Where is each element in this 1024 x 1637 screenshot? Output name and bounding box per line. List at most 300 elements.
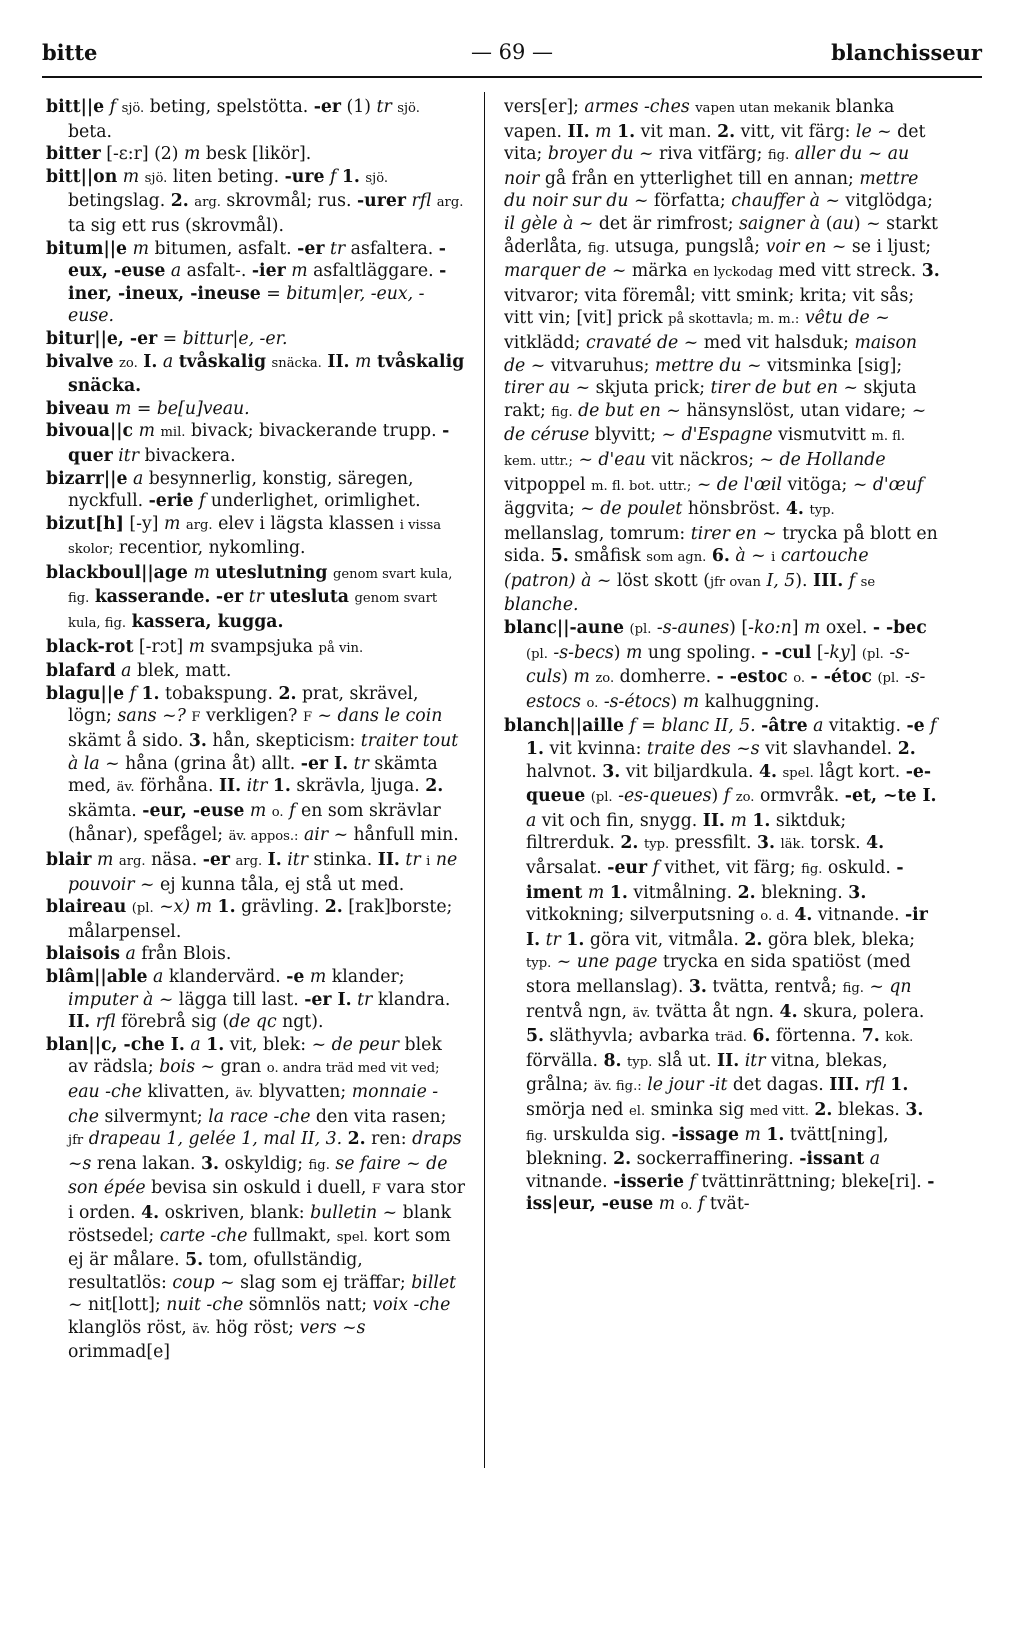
- dictionary-entry: [46, 943, 466, 966]
- headword: -isserie: [613, 1171, 684, 1192]
- text-run: oskuld.: [822, 858, 897, 878]
- italic-gloss: chauffer à ~: [731, 191, 840, 212]
- headword: bizarr||e: [46, 468, 128, 489]
- text-run: sockerraffinering.: [631, 1149, 800, 1170]
- text-run: smörja ned: [526, 1099, 629, 1120]
- label-abbrev: jfr: [68, 1133, 84, 1149]
- italic-gloss: dans le coin: [337, 706, 443, 727]
- headword: 1.: [609, 882, 628, 903]
- text-run: ): [711, 786, 724, 807]
- italic-gloss: a: [526, 810, 537, 831]
- text-run: skrovmål; rus.: [220, 191, 357, 212]
- text-run: [-rɔt]: [133, 636, 189, 657]
- headword: -er: [297, 238, 325, 259]
- text-run: vitt, vit färg:: [735, 121, 856, 142]
- italic-gloss: rfl: [865, 1075, 885, 1096]
- header-rule: [42, 76, 982, 78]
- italic-gloss: au: [832, 213, 854, 234]
- text-run: vitnande.: [812, 905, 905, 926]
- label-abbrev: zo.: [735, 790, 755, 806]
- italic-gloss: blanc II, 5.: [661, 716, 756, 737]
- headword: 2.: [744, 929, 763, 950]
- italic-gloss: imputer à ~: [68, 989, 174, 1010]
- text-run: vit biljardkula.: [620, 761, 759, 782]
- headword: blan||c, -che I.: [46, 1034, 185, 1055]
- italic-gloss: vêtu de ~: [804, 308, 890, 329]
- headword: blâm||able: [46, 966, 148, 987]
- headword: -er I.: [300, 753, 349, 774]
- headword: uteslutning: [215, 562, 328, 583]
- italic-gloss: ~ qn: [869, 976, 912, 997]
- dictionary-entry: [46, 351, 466, 398]
- label-abbrev: mil.: [160, 425, 186, 441]
- italic-gloss: voir en ~: [765, 236, 847, 257]
- headword: -e: [286, 966, 305, 987]
- text-run: halvnot.: [526, 761, 603, 782]
- headword: -er: [202, 850, 230, 870]
- label-abbrev: o. d.: [760, 909, 789, 925]
- italic-gloss: nuit -che: [166, 1295, 244, 1316]
- label-abbrev: med vitt.: [749, 1103, 809, 1119]
- text-run: klandra.: [372, 989, 451, 1010]
- label-abbrev: typ.: [809, 503, 835, 519]
- text-run: vara stor i orden.: [68, 1178, 466, 1223]
- text-run: med vit halsduk;: [698, 332, 855, 353]
- label-abbrev: vapen utan mekanik: [695, 101, 831, 116]
- text-run: näsa.: [145, 850, 203, 870]
- italic-gloss: tr: [357, 989, 373, 1010]
- text-run: blek av rädsla;: [68, 1034, 442, 1078]
- right-column: [504, 96, 940, 1617]
- italic-gloss: traite des ~s: [646, 739, 760, 760]
- italic-gloss: itr: [287, 850, 308, 870]
- text-run: bivackera.: [138, 445, 236, 466]
- text-run: blekas.: [832, 1099, 906, 1120]
- text-run: märka: [626, 261, 694, 282]
- dictionary-entry: [46, 420, 466, 467]
- text-run: se i ljust;: [846, 236, 932, 257]
- headword: II.: [218, 776, 242, 797]
- text-run: ).: [795, 570, 813, 591]
- label-abbrev: (pl.: [877, 671, 900, 687]
- text-run: vitna, blekas, grålna;: [526, 1050, 888, 1096]
- text-run: beta.: [68, 121, 113, 142]
- headword: 4.: [785, 499, 804, 520]
- headword: - -estoc: [716, 667, 788, 688]
- italic-gloss: m: [573, 667, 590, 688]
- text-run: recentior, nykomling.: [113, 538, 306, 559]
- text-run: ]: [849, 642, 862, 663]
- label-abbrev: läk.: [780, 837, 805, 853]
- text-run: (: [820, 213, 833, 234]
- text-run: vitsminka [sig];: [761, 355, 903, 376]
- text-run: hög röst;: [210, 1317, 300, 1338]
- label-abbrev: fig.: [308, 1157, 330, 1173]
- text-run: bevisa sin oskuld i duell,: [145, 1178, 372, 1199]
- headword: 1.: [141, 683, 160, 704]
- text-run: vers[er];: [504, 97, 585, 117]
- label-abbrev: F: [191, 710, 201, 726]
- text-run: gran: [215, 1057, 267, 1078]
- headword: -ure: [284, 166, 325, 187]
- italic-gloss: de but en ~: [578, 400, 681, 421]
- italic-gloss: vers ~s: [299, 1317, 366, 1338]
- headword: -issage: [671, 1124, 739, 1145]
- headword: 4.: [141, 1202, 160, 1223]
- italic-gloss: m: [682, 691, 700, 712]
- italic-gloss: tr: [376, 97, 392, 117]
- headword: -ir I.: [526, 905, 928, 950]
- label-abbrev: arg.: [185, 517, 213, 533]
- italic-gloss: tr: [248, 587, 264, 608]
- dictionary-entry: [504, 715, 940, 1217]
- text-run: blyvitt;: [589, 425, 662, 446]
- text-run: elev i lägsta klassen: [212, 513, 400, 534]
- label-abbrev: (pl.: [526, 646, 548, 662]
- dictionary-entry: [46, 468, 466, 513]
- dictionary-entry: [46, 562, 466, 636]
- italic-gloss: rfl: [95, 1012, 116, 1033]
- label-abbrev: o.: [271, 804, 284, 820]
- text-run: lägga till last.: [173, 989, 305, 1010]
- label-abbrev: spel.: [782, 765, 814, 781]
- label-abbrev: arg.: [436, 195, 464, 211]
- text-run: vismutvitt: [772, 425, 872, 446]
- headword: 8.: [603, 1050, 622, 1071]
- label-abbrev: sjö.: [144, 170, 168, 186]
- text-run: riva vitfärg;: [653, 144, 768, 165]
- headword: II.: [702, 810, 725, 831]
- text-run: skämta.: [68, 800, 143, 821]
- text-run: förtenna.: [770, 1026, 862, 1047]
- italic-gloss: le jour -it: [647, 1075, 728, 1096]
- headword: bitter: [46, 144, 101, 165]
- text-run: tvättinrättning; bleke[ri].: [695, 1171, 928, 1192]
- headword: utesluta: [269, 587, 350, 608]
- headword: tvåskalig: [178, 351, 267, 372]
- label-abbrev: typ.: [526, 956, 552, 972]
- italic-gloss: f: [689, 1171, 696, 1192]
- italic-gloss: m: [249, 800, 267, 821]
- italic-gloss: -s-culs: [526, 642, 910, 688]
- label-abbrev: genom svart kula, fig.: [68, 566, 453, 607]
- text-run: klanglös röst,: [68, 1317, 193, 1338]
- text-run: skjuta prick;: [590, 378, 711, 399]
- italic-gloss: se faire ~ de son épée: [68, 1153, 448, 1199]
- text-run: göra blek, bleka;: [762, 929, 916, 950]
- italic-gloss: rfl: [411, 191, 432, 212]
- italic-gloss: f: [848, 570, 856, 591]
- italic-gloss: f: [723, 786, 731, 807]
- text-run: med vitt streck.: [772, 261, 922, 282]
- italic-gloss: a: [813, 716, 824, 737]
- text-run: [-ɛ:r] (2): [100, 144, 185, 165]
- text-run: vit kvinna:: [544, 739, 647, 760]
- headword: -e-queue: [526, 761, 932, 807]
- label-abbrev: genom svart kula, fig.: [68, 591, 438, 632]
- text-run: grävling.: [235, 897, 325, 918]
- headword: blagu||e: [46, 683, 125, 704]
- italic-gloss: tr: [329, 238, 346, 259]
- text-run: skämt å sido.: [68, 731, 189, 752]
- italic-gloss: cravaté de ~: [585, 332, 699, 353]
- text-run: siktduk; filtrerduk.: [526, 810, 847, 854]
- text-run: slag som ej träffar;: [234, 1272, 412, 1293]
- text-run: urskulda sig.: [547, 1124, 672, 1145]
- text-run: blek, matt.: [131, 661, 232, 682]
- text-run: fullmakt,: [247, 1225, 337, 1246]
- italic-gloss: sans ~?: [117, 706, 186, 727]
- headword: 1.: [206, 1034, 225, 1055]
- text-run: vit man.: [635, 121, 718, 142]
- text-run: trycka en sida spatiöst (med stora mellanslag).: [526, 952, 911, 997]
- text-run: skämta med,: [68, 753, 438, 797]
- italic-gloss: coup ~: [172, 1272, 235, 1293]
- italic-gloss: cartouche (patron) à ~: [504, 546, 869, 591]
- italic-gloss: ~ de peur: [311, 1034, 400, 1055]
- headword: -er: [313, 97, 342, 117]
- text-run: vit och fin, snygg.: [536, 810, 703, 831]
- italic-gloss: m: [193, 562, 210, 583]
- headword: 2.: [613, 1149, 632, 1170]
- headword: 2.: [324, 897, 343, 918]
- italic-gloss: a: [121, 661, 132, 682]
- headword: -iment: [526, 858, 904, 903]
- text-run: hån, skepticism:: [206, 731, 361, 752]
- label-abbrev: spel.: [336, 1229, 368, 1245]
- text-run: blanka vapen.: [504, 97, 895, 142]
- italic-gloss: ~ d'œuf: [852, 474, 924, 495]
- text-run: klivatten,: [142, 1081, 236, 1102]
- label-abbrev: fig.: [801, 862, 823, 877]
- italic-gloss: -s-étocs: [603, 691, 671, 712]
- italic-gloss: traiter tout à la ~: [68, 731, 459, 774]
- text-run: oskriven, blank:: [159, 1202, 311, 1223]
- text-run: sminka sig: [645, 1099, 750, 1120]
- text-run: blekning.: [755, 882, 849, 903]
- italic-gloss: m: [626, 642, 643, 663]
- text-run: tom, ofullständig, resultatlös:: [68, 1250, 363, 1293]
- dictionary-entry: [46, 683, 466, 849]
- headword: blafard: [46, 661, 116, 682]
- italic-gloss: be[u]veau.: [156, 398, 250, 419]
- dictionary-entry: [46, 238, 466, 328]
- italic-gloss: f: [329, 166, 337, 187]
- headword: 6.: [711, 546, 730, 567]
- text-run: =: [260, 283, 287, 304]
- headword: -iss|eur, -euse: [526, 1171, 935, 1215]
- italic-gloss: mettre du ~: [654, 355, 762, 376]
- italic-gloss: itr: [744, 1050, 766, 1071]
- headword: II.: [567, 121, 590, 142]
- text-run: [-y]: [123, 513, 165, 534]
- italic-gloss: bulletin ~: [310, 1202, 398, 1223]
- text-run: tobakspung.: [159, 683, 279, 704]
- text-run: ~: [312, 706, 338, 727]
- headword: 1.: [526, 739, 545, 760]
- label-abbrev: fig.: [767, 148, 790, 164]
- text-run: ren:: [365, 1129, 413, 1150]
- headword: -et, ~te I.: [844, 786, 937, 807]
- italic-gloss: -s-estocs: [526, 667, 926, 712]
- text-run: silvermynt;: [99, 1106, 209, 1127]
- headword: - -étoc: [810, 667, 872, 688]
- dictionary-entry: [46, 513, 466, 562]
- text-run: kalhuggning.: [699, 691, 820, 712]
- text-run: vitklädd;: [504, 332, 586, 353]
- text-run: ]: [791, 618, 805, 639]
- italic-gloss: f: [129, 683, 136, 704]
- headword: 1.: [272, 776, 291, 797]
- label-abbrev: o.: [586, 695, 599, 711]
- text-run: =: [157, 328, 183, 349]
- dictionary-entry: [46, 328, 466, 351]
- italic-gloss: a: [869, 1149, 881, 1170]
- text-run: gå från en ytterlighet till en annan;: [539, 168, 860, 189]
- label-abbrev: typ.: [627, 1054, 653, 1070]
- italic-gloss: itr: [246, 776, 268, 797]
- text-run: slå ut.: [652, 1050, 718, 1071]
- italic-gloss: ~ de poulet: [580, 499, 683, 520]
- italic-gloss: m: [138, 421, 155, 442]
- text-run: hånfull min.: [348, 825, 459, 846]
- italic-gloss: bittur|e, -er.: [182, 328, 288, 349]
- text-run: från Blois.: [135, 944, 232, 965]
- italic-gloss: tr: [545, 929, 561, 950]
- headword: 7.: [861, 1026, 880, 1047]
- italic-gloss: carte -che: [159, 1225, 248, 1246]
- headword: 3.: [201, 1153, 220, 1174]
- italic-gloss: m: [730, 810, 747, 831]
- text-run: underlighet, orimlighet.: [205, 491, 421, 512]
- label-abbrev: på skottavla; m. m.:: [668, 312, 800, 328]
- italic-gloss: m: [804, 618, 821, 639]
- label-abbrev: o.: [793, 671, 806, 687]
- headword: -e: [906, 716, 925, 737]
- label-abbrev: fig.: [842, 980, 864, 996]
- headword: biveau: [46, 398, 110, 419]
- label-abbrev: i: [426, 854, 431, 869]
- text-run: ej kunna tåla, ej stå ut med.: [154, 874, 405, 895]
- text-run: asfaltera.: [345, 238, 439, 259]
- guide-word-first: bitte: [42, 40, 98, 65]
- dictionary-entry: [46, 96, 466, 143]
- headword: 3.: [688, 976, 707, 997]
- headword: 3.: [188, 731, 207, 752]
- headword: 2.: [814, 1099, 833, 1120]
- headword: I.: [143, 351, 158, 372]
- italic-gloss: aller du ~ au noir: [504, 144, 910, 189]
- headword: II.: [377, 850, 400, 870]
- italic-gloss: m: [309, 966, 327, 987]
- text-run: ): [670, 691, 683, 712]
- dictionary-entry: [46, 166, 466, 238]
- text-run: ngt).: [276, 1012, 324, 1033]
- text-run: göra vit, vitmåla.: [584, 929, 745, 950]
- headword: 1.: [617, 121, 636, 142]
- italic-gloss: blanche.: [504, 595, 579, 616]
- italic-gloss: itr: [118, 445, 139, 466]
- italic-gloss: armes -ches: [584, 97, 690, 117]
- headword: kassera, kugga.: [131, 612, 284, 633]
- dictionary-entry: [504, 96, 940, 617]
- text-run: skrävla, ljuga.: [290, 776, 426, 797]
- label-abbrev: zo.: [119, 355, 138, 371]
- italic-gloss: a: [125, 944, 136, 965]
- label-abbrev: kok.: [885, 1030, 914, 1046]
- italic-gloss: m: [744, 1124, 761, 1145]
- text-run: svampsjuka: [205, 636, 319, 657]
- label-abbrev: äv.: [235, 1085, 254, 1101]
- italic-gloss: f: [930, 716, 937, 737]
- italic-gloss: drapeau 1, gelée 1, mal II, 3.: [88, 1129, 343, 1150]
- headword: 1.: [217, 897, 236, 918]
- label-abbrev: arg.: [235, 854, 263, 869]
- headword: -er: [215, 587, 244, 608]
- italic-gloss: tr: [353, 753, 369, 774]
- italic-gloss: tirer de but en ~: [710, 378, 858, 399]
- headword: -eur, -euse: [142, 800, 245, 821]
- headword: 1.: [766, 1124, 785, 1145]
- headword: -iner, -ineux, -ineuse: [68, 261, 447, 304]
- label-abbrev: (pl.: [861, 646, 884, 662]
- text-run: förebrå sig (: [115, 1012, 230, 1033]
- text-run: =: [635, 716, 662, 737]
- italic-gloss: f: [289, 800, 296, 821]
- italic-gloss: m: [188, 636, 206, 657]
- text-run: vitmålning.: [627, 882, 738, 903]
- italic-gloss: bitum|er, -eux, -euse.: [68, 283, 425, 327]
- label-abbrev: o.: [680, 1198, 693, 1214]
- text-run: klandervärd.: [163, 966, 287, 987]
- column-divider: [484, 92, 485, 1468]
- headword: blackboul||age: [46, 562, 188, 583]
- dictionary-entry: [46, 849, 466, 896]
- italic-gloss: la race -che: [208, 1106, 311, 1127]
- label-abbrev: m. fl. bot. uttr.;: [591, 478, 692, 494]
- headword: 2.: [347, 1129, 366, 1150]
- headword: 5.: [550, 546, 569, 567]
- dictionary-entry: [504, 617, 940, 715]
- text-run: blyvatten;: [253, 1081, 352, 1102]
- headword: -eux, -euse: [68, 238, 446, 282]
- italic-gloss: de qc: [229, 1012, 277, 1033]
- headword: 1.: [890, 1075, 909, 1096]
- headword: 2.: [620, 833, 639, 854]
- label-abbrev: arg.: [194, 195, 221, 211]
- label-abbrev: äv. fig.:: [593, 1079, 642, 1095]
- headword: black-rot: [46, 636, 134, 657]
- label-abbrev: äv.: [192, 1321, 211, 1337]
- label-abbrev: se: [860, 574, 876, 590]
- text-run: asfalt-.: [181, 261, 252, 282]
- italic-gloss: tirer au ~: [504, 378, 591, 399]
- headword: II.: [717, 1050, 740, 1071]
- text-run: liten beting.: [167, 166, 285, 187]
- headword: 3.: [602, 761, 621, 782]
- italic-gloss: monnaie -che: [68, 1081, 439, 1127]
- headword: bitur||e, -er: [46, 328, 158, 349]
- label-abbrev: F: [302, 710, 313, 726]
- text-run: hönsbröst.: [682, 499, 786, 520]
- dictionary-entry: [46, 1034, 466, 1364]
- text-run: ta sig ett rus (skrovmål).: [68, 215, 285, 236]
- italic-gloss: -ky: [823, 642, 850, 663]
- italic-gloss: a: [190, 1034, 201, 1055]
- italic-gloss: a: [132, 468, 144, 489]
- italic-gloss: m: [658, 1194, 676, 1215]
- label-abbrev: fig.: [587, 240, 610, 256]
